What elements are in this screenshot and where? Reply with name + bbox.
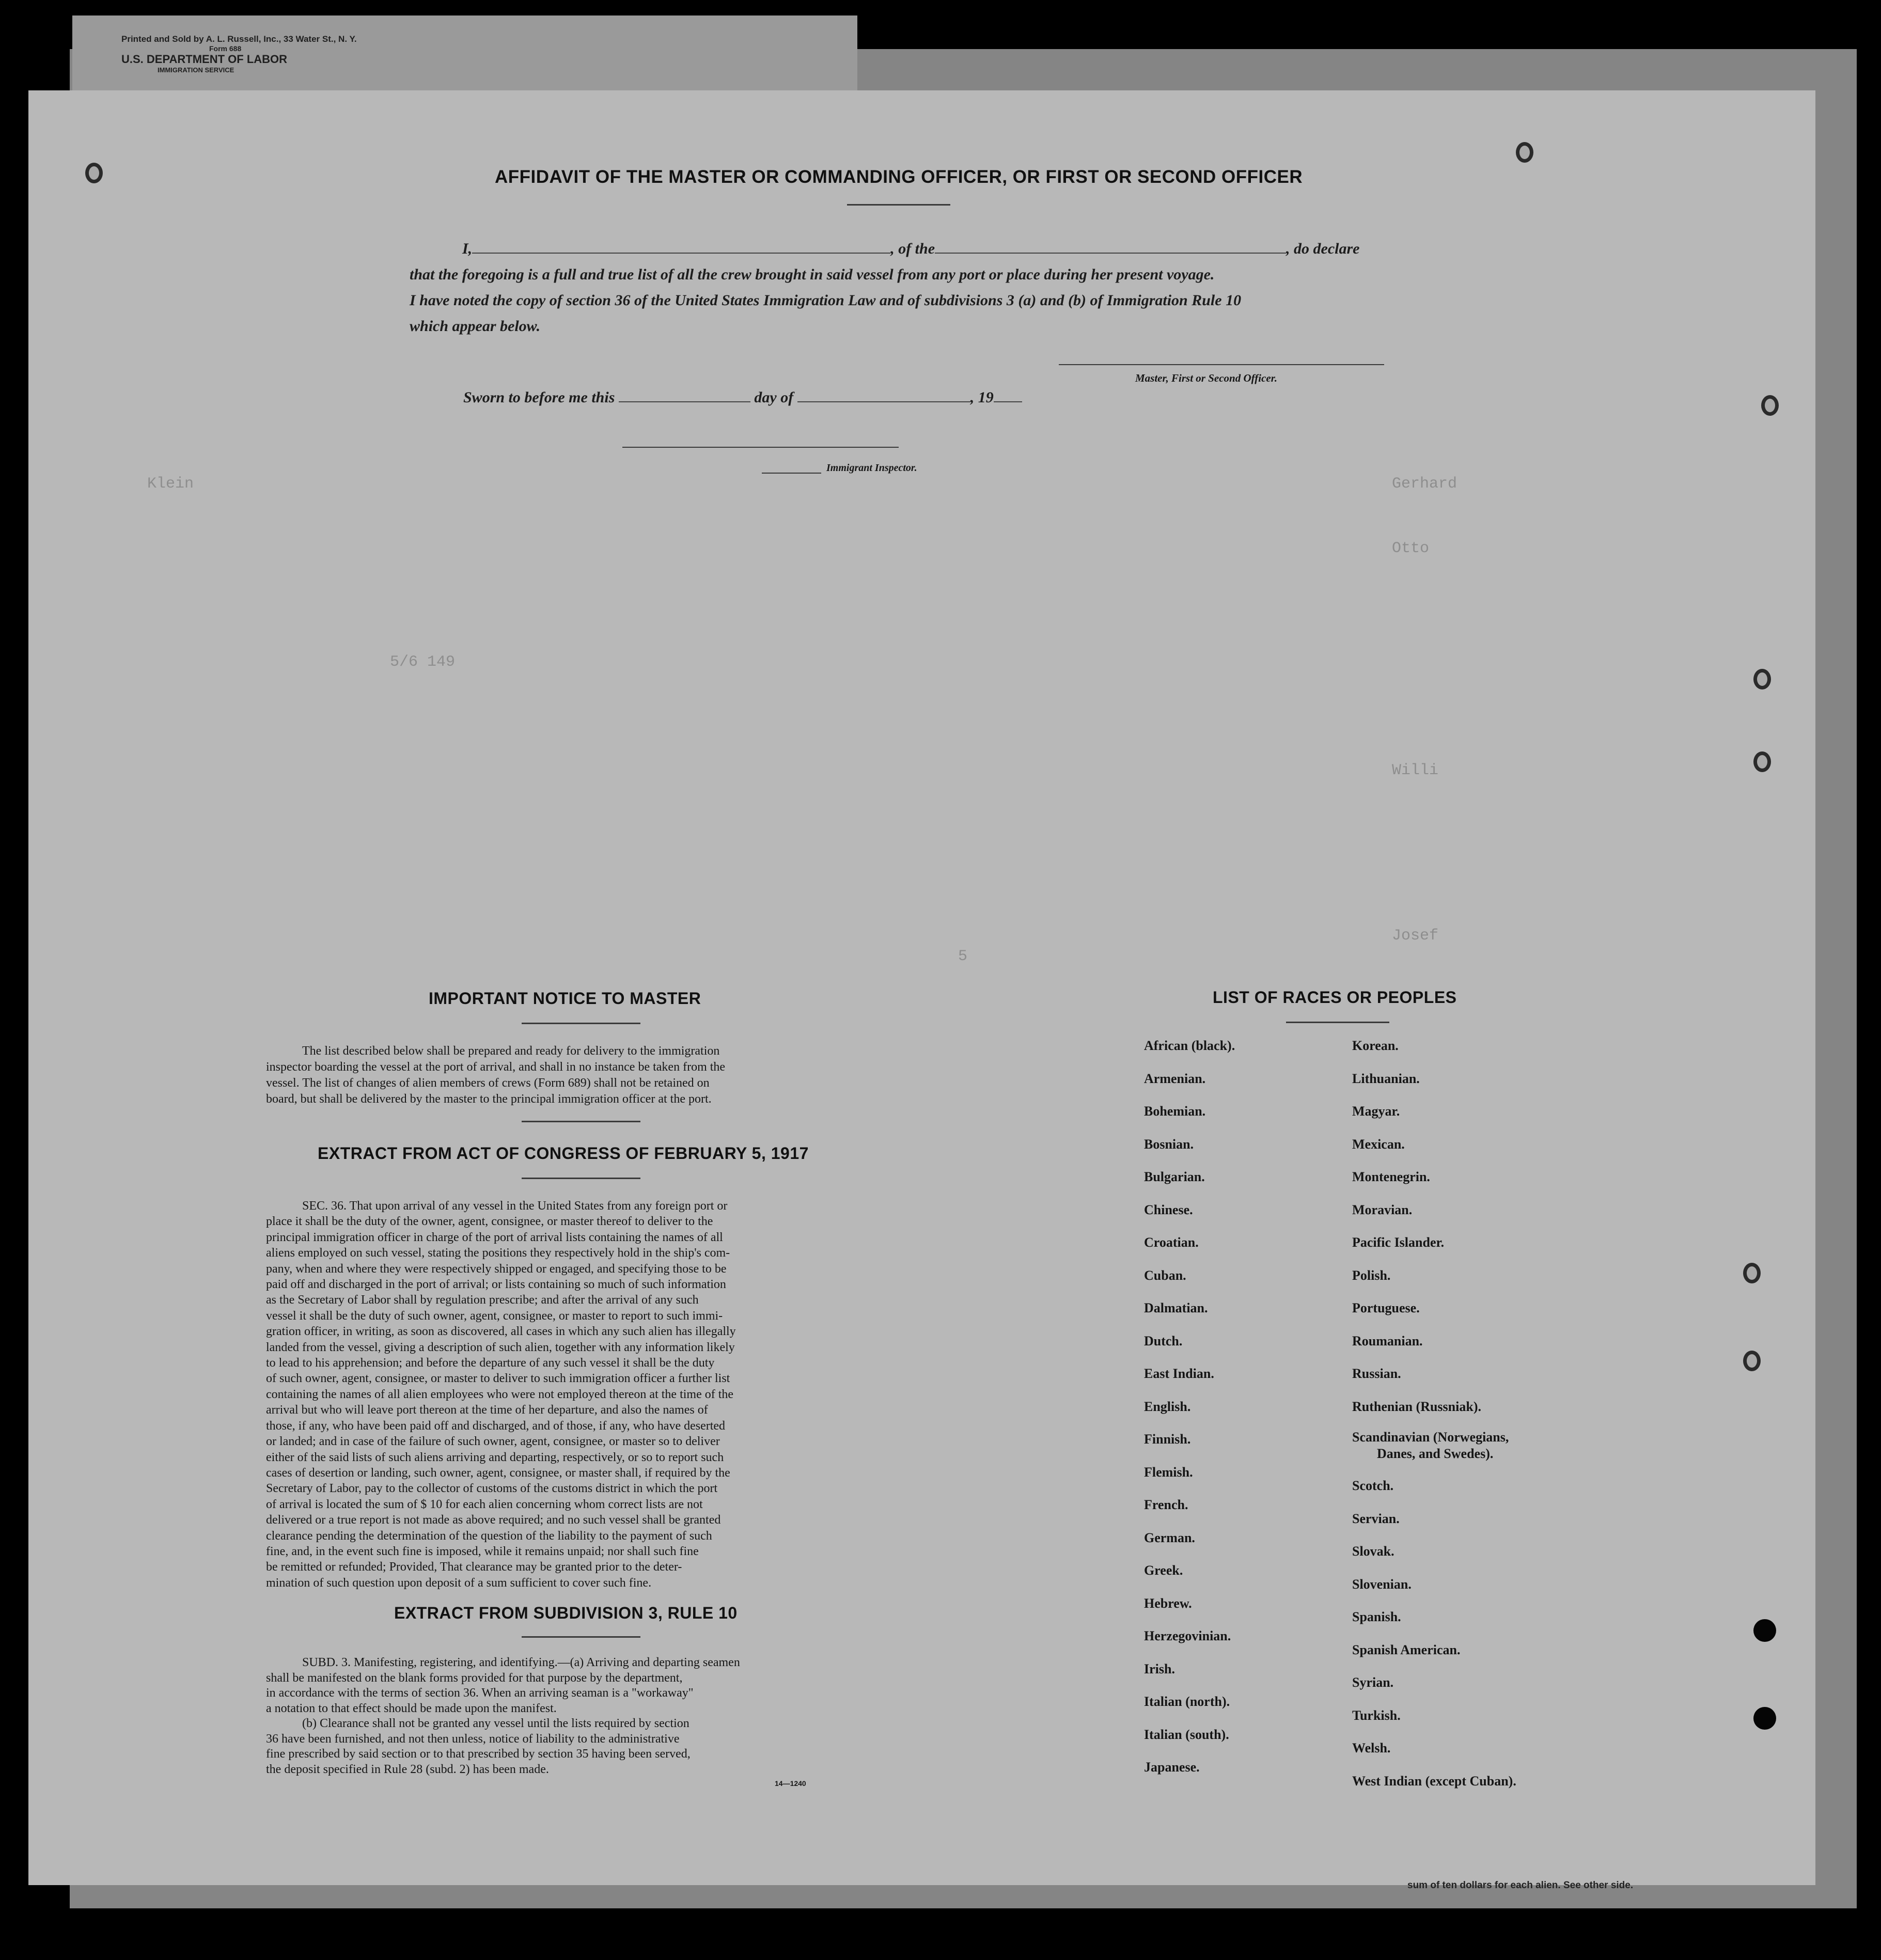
act-line: pany, when and where they were respectively shipped or engaged, and specifying those to be	[266, 1262, 727, 1276]
affidavit-declare: , do declare	[1286, 240, 1360, 257]
notice-line: board, but shall be delivered by the master to the principal immigration officer at the port.	[266, 1092, 712, 1106]
sworn-line	[463, 385, 1022, 411]
race-item: Portuguese.	[1352, 1300, 1420, 1315]
act-line: delivered or a true report is not made as above required; and no such vessel shall be granted	[266, 1513, 721, 1527]
race-item: Russian.	[1352, 1366, 1401, 1381]
act-line: be remitted or refunded; Provided, That clearance may be granted prior to the deter-	[266, 1560, 682, 1574]
race-item: Danes, and Swedes).	[1377, 1446, 1494, 1461]
act-line: of such owner, agent, consignee, or master to deliver to such immigration officer a further list	[266, 1372, 730, 1386]
race-item: Servian.	[1352, 1511, 1400, 1526]
race-item: Moravian.	[1352, 1202, 1413, 1217]
sworn-year-label: , 19	[970, 389, 994, 406]
act-line: aliens employed on such vessel, stating the positions they respectively hold in the ship's com-	[266, 1246, 730, 1260]
race-item: Roumanian.	[1352, 1333, 1423, 1349]
race-item: Herzegovinian.	[1144, 1628, 1231, 1643]
race-item: Italian (north).	[1144, 1694, 1230, 1709]
department-label: U.S. DEPARTMENT OF LABOR	[121, 53, 288, 66]
rule-extract-text	[266, 1655, 896, 1777]
race-item: Turkish.	[1352, 1707, 1401, 1723]
show-through-f: 5	[958, 948, 968, 965]
race-item: Welsh.	[1352, 1741, 1391, 1755]
race-item: Ruthenian (Russniak).	[1352, 1399, 1481, 1414]
race-item: Armenian.	[1144, 1071, 1206, 1086]
races-rule	[1286, 1022, 1389, 1023]
show-through-a: Klein	[147, 475, 194, 493]
race-item: Spanish American.	[1352, 1642, 1461, 1657]
binder-hole	[1753, 751, 1771, 772]
sworn-day-blank[interactable]	[619, 401, 750, 402]
act-line: as the Secretary of Labor shall by regulation prescribe; and after the arrival of any such	[266, 1293, 699, 1307]
title-rule	[847, 204, 950, 206]
race-item: German.	[1144, 1530, 1195, 1545]
rule-line: fine prescribed by said section or to that prescribed by section 35 having been served,	[266, 1747, 691, 1761]
sworn-year-blank[interactable]	[994, 401, 1022, 402]
act-line: those, if any, who have been paid off and discharged, and of those, if any, who have deserted	[266, 1419, 726, 1433]
act-line: gration officer, in writing, as soon as discovered, all cases in which any such alien has illegally	[266, 1325, 736, 1339]
race-item: East Indian.	[1144, 1366, 1214, 1381]
rule-line: the deposit specified in Rule 28 (subd. 2) has been made.	[266, 1762, 549, 1776]
act-line: of arrival is located the sum of $ 10 for each alien concerning whom correct lists are not	[266, 1497, 703, 1511]
race-item: Bohemian.	[1144, 1104, 1206, 1119]
race-item: Slovak.	[1352, 1544, 1394, 1559]
act-line: SEC. 36. That upon arrival of any vessel in the United States from any foreign port or	[302, 1199, 728, 1213]
race-item: French.	[1144, 1497, 1188, 1512]
rule-line: SUBD. 3. Manifesting, registering, and identifying.—(a) Arriving and departing seamen	[302, 1656, 740, 1669]
act-line: clearance pending the determination of the question of the liability to the payment of such	[266, 1529, 712, 1543]
act-extract-title: EXTRACT FROM ACT OF CONGRESS OF FEBRUARY 5, 1917	[318, 1144, 809, 1163]
affidavit-line1	[462, 236, 1359, 262]
race-item: Scandinavian (Norwegians,	[1352, 1430, 1509, 1445]
race-item: Korean.	[1352, 1038, 1399, 1053]
race-item: Magyar.	[1352, 1104, 1400, 1119]
race-item: Hebrew.	[1144, 1595, 1192, 1611]
race-item: Finnish.	[1144, 1432, 1191, 1447]
race-item: Chinese.	[1144, 1202, 1193, 1217]
notice-line: inspector boarding the vessel at the port of arrival, and shall in no instance be taken from the	[266, 1060, 726, 1074]
show-through-g: 5/6 149	[390, 653, 456, 671]
service-label: IMMIGRATION SERVICE	[158, 66, 234, 74]
race-item: Croatian.	[1144, 1235, 1199, 1250]
binder-hole	[1753, 669, 1771, 689]
rule-extract-rule	[522, 1636, 640, 1638]
race-item: Japanese.	[1144, 1760, 1200, 1775]
act-line: either of the said lists of such aliens arriving and departing, respectively, or so to report such	[266, 1450, 724, 1464]
show-through-b: Gerhard	[1392, 475, 1457, 493]
act-line: landed from the vessel, giving a description of such alien, together with any information likely	[266, 1340, 735, 1354]
race-item: Polish.	[1352, 1267, 1391, 1283]
notice-text	[266, 1043, 896, 1107]
act-extract-text	[266, 1198, 896, 1591]
show-through-e: Josef	[1392, 927, 1439, 945]
act-line: cases of desertion or landing, such owner, agent, consignee, or master shall, if required by the	[266, 1466, 730, 1480]
act-rule	[522, 1178, 640, 1179]
race-item: Bosnian.	[1144, 1136, 1194, 1152]
affidavit-line3: I have noted the copy of section 36 of the United States Immigration Law and of subdivisions 3 (a) and (b) of Immigration Rule 10	[410, 292, 1242, 309]
act-line: arrival but who will leave port thereon at the time of her departure, and also the names of	[266, 1403, 708, 1417]
race-item: Spanish.	[1352, 1609, 1401, 1624]
notice-rule	[522, 1023, 640, 1024]
notice-title: IMPORTANT NOTICE TO MASTER	[429, 989, 701, 1008]
affidavit-line4: which appear below.	[410, 318, 541, 335]
binder-hole	[85, 163, 103, 183]
race-item: Irish.	[1144, 1661, 1175, 1676]
vessel-name-blank[interactable]	[935, 253, 1286, 254]
rule-line: (b) Clearance shall not be granted any vessel until the lists required by section	[302, 1717, 689, 1730]
race-item: English.	[1144, 1399, 1191, 1414]
sworn-month-blank[interactable]	[797, 401, 970, 402]
rule-line: a notation to that effect should be made upon the manifest.	[266, 1701, 557, 1715]
rule-extract-title: EXTRACT FROM SUBDIVISION 3, RULE 10	[394, 1604, 738, 1622]
race-item: Syrian.	[1352, 1675, 1394, 1690]
rule-line: 36 have been furnished, and not then unless, notice of liability to the administrative	[266, 1732, 680, 1746]
race-item: Lithuanian.	[1352, 1071, 1420, 1086]
show-through-c: Otto	[1392, 540, 1430, 557]
race-item: Italian (south).	[1144, 1727, 1229, 1742]
punch-hole	[1753, 1707, 1776, 1730]
inspector-label: Immigrant Inspector.	[826, 462, 917, 474]
act-line: Secretary of Labor, pay to the collector of customs of the customs district in which the port	[266, 1482, 718, 1496]
race-item: Dutch.	[1144, 1333, 1183, 1349]
races-title: LIST OF RACES OR PEOPLES	[1213, 988, 1457, 1007]
binder-hole	[1743, 1351, 1761, 1371]
act-line: vessel it shall be the duty of such owner, agent, consignee, or master to report to such immi-	[266, 1309, 723, 1323]
form-imprint	[121, 34, 483, 74]
notice-line: vessel. The list of changes of alien members of crews (Form 689) shall not be retained on	[266, 1076, 710, 1090]
race-item: Greek.	[1144, 1563, 1183, 1578]
act-line: place it shall be the duty of the owner, agent, consignee, or master thereof to deliver to the	[266, 1215, 713, 1229]
section-rule	[522, 1121, 640, 1122]
act-line: paid off and discharged in the port of arrival; or lists containing so much of such information	[266, 1278, 726, 1292]
inspector-signature-line[interactable]	[622, 447, 899, 448]
signature-label: Master, First or Second Officer.	[1135, 372, 1277, 384]
act-line: containing the names of all alien employees who were not employed thereon at the time of the	[266, 1387, 734, 1401]
binder-hole	[1743, 1263, 1761, 1283]
inspector-rule-short	[762, 473, 821, 474]
form-code: 14—1240	[775, 1779, 806, 1787]
binder-hole	[1761, 395, 1779, 416]
race-item: Mexican.	[1352, 1136, 1405, 1152]
affidavit-of-the: , of the	[890, 240, 935, 257]
race-item: Pacific Islander.	[1352, 1235, 1445, 1250]
race-item: Flemish.	[1144, 1464, 1193, 1480]
race-item: African (black).	[1144, 1038, 1235, 1053]
signature-line[interactable]	[1059, 364, 1384, 365]
affidavit-title: AFFIDAVIT OF THE MASTER OR COMMANDING OFFICER, OR FIRST OR SECOND OFFICER	[495, 167, 1303, 187]
sworn-prefix: Sworn to before me this	[463, 389, 615, 406]
act-line: or landed; and in case of the failure of such owner, agent, consignee, or master so to deliver	[266, 1435, 720, 1449]
binder-hole	[1516, 142, 1533, 163]
race-item: Cuban.	[1144, 1267, 1186, 1283]
affidavit-line2: that the foregoing is a full and true list of all the crew brought in said vessel from any port or place during her present voyage.	[410, 266, 1215, 283]
act-line: to lead to his apprehension; and before the departure of any such vessel it shall be the duty	[266, 1356, 715, 1370]
affidavit-i: I,	[462, 240, 473, 257]
race-item: Scotch.	[1352, 1478, 1394, 1493]
punch-hole	[1753, 1619, 1776, 1642]
act-line: mination of such question upon deposit of a sum sufficient to cover such fine.	[266, 1576, 652, 1590]
race-item: Montenegrin.	[1352, 1169, 1430, 1184]
footer-note: sum of ten dollars for each alien. See other side.	[1407, 1880, 1634, 1891]
rule-line: shall be manifested on the blank forms provided for that purpose by the department,	[266, 1671, 683, 1685]
act-line: principal immigration officer in charge of the port of arrival lists containing the names of all	[266, 1230, 723, 1244]
form-number: Form 688	[209, 44, 242, 53]
race-item: West Indian (except Cuban).	[1352, 1773, 1516, 1789]
show-through-d: Willi	[1392, 762, 1439, 779]
race-item: Bulgarian.	[1144, 1169, 1205, 1184]
document-page	[28, 90, 1815, 1891]
printer-line: Printed and Sold by A. L. Russell, Inc., 33 Water St., N. Y.	[121, 34, 357, 44]
act-line: fine, and, in the event such fine is imposed, while it remains unpaid; nor shall such fine	[266, 1544, 699, 1558]
notice-line: The list described below shall be prepared and ready for delivery to the immigration	[302, 1044, 720, 1058]
rule-line: in accordance with the terms of section 36. When an arriving seaman is a "workaway"	[266, 1686, 694, 1700]
race-item: Dalmatian.	[1144, 1300, 1208, 1315]
sworn-day-label: day of	[754, 389, 794, 406]
race-item: Slovenian.	[1352, 1576, 1412, 1592]
officer-name-blank[interactable]	[472, 253, 890, 254]
